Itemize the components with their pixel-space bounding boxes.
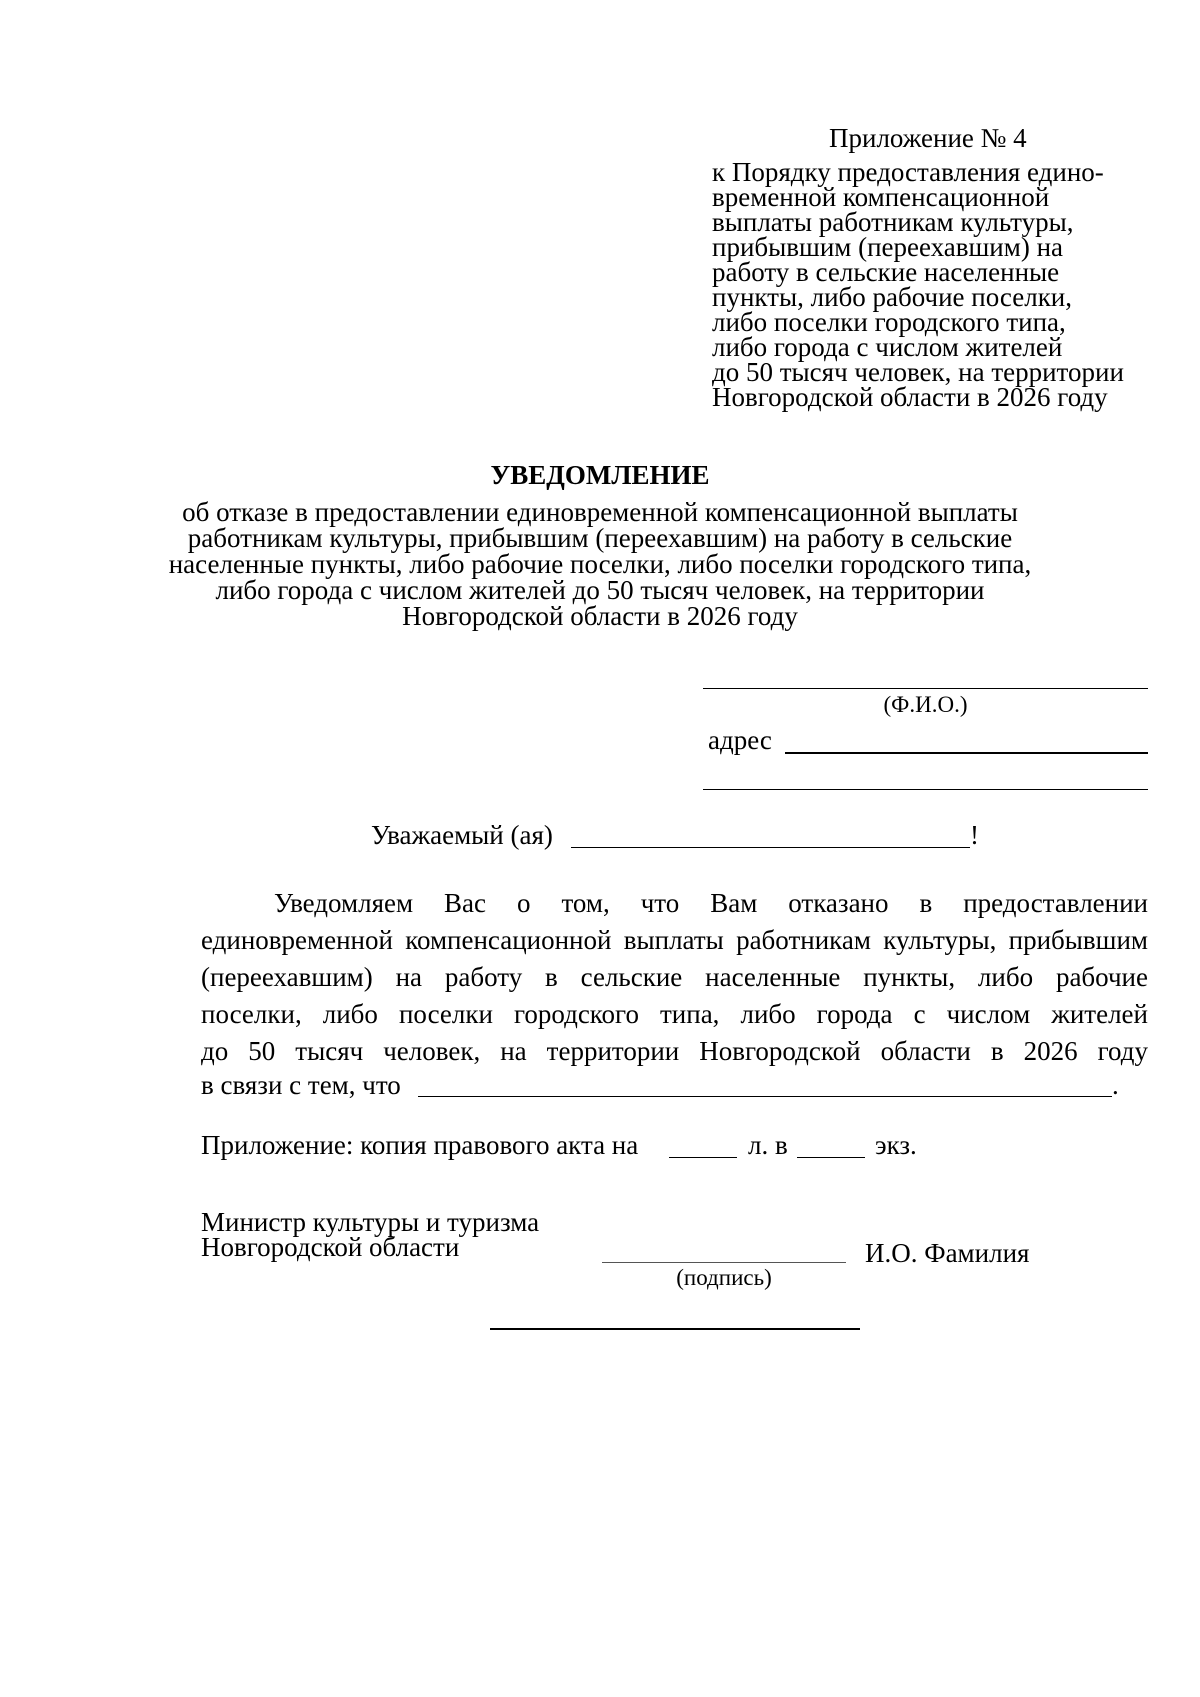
closing-separator [490,1328,860,1330]
body-line: Уведомляем Вас о том, что Вам отказано в предоставлении [274,888,1148,918]
annex-description [712,157,1124,412]
signature-line[interactable] [602,1262,846,1263]
signer-position-line: Новгородской области [201,1232,460,1262]
annex-line: либо города с числом жителей [712,332,1063,362]
signature-caption: (подпись) [676,1265,772,1290]
fio-field-line[interactable] [703,688,1148,689]
fio-caption: (Ф.И.О.) [883,692,968,717]
greeting-label: Уважаемый (ая) [371,820,553,850]
annex-line: прибывшим (переехавшим) на [712,232,1064,262]
attachment-suffix: экз. [875,1130,917,1160]
annex-title: Приложение № 4 [829,123,1027,153]
reason-field-line[interactable] [418,1096,1112,1097]
reason-end-mark: . [1112,1070,1119,1100]
subtitle-line: об отказе в предоставлении единовременной компенсационной выплаты [182,497,1018,527]
signer-position-line: Министр культуры и туризма [201,1207,540,1237]
attachment-middle: л. в [748,1130,788,1160]
signer-position [201,1207,540,1262]
annex-line: работу в сельские населенные [712,257,1060,287]
greeting-name-line[interactable] [571,847,970,848]
document-subtitle [0,499,1200,629]
body-line: поселки, либо поселки городского типа, либо города с числом жителей [201,999,1148,1029]
attachment-prefix: Приложение: копия правового акта на [201,1130,639,1160]
reason-label: в связи с тем, что [201,1070,401,1100]
greeting-end-mark: ! [970,820,979,850]
subtitle-line: работникам культуры, прибывшим (переехавшим) на работу в сельские [187,523,1013,553]
annex-line: либо поселки городского типа, [712,307,1066,337]
attachment-pages-line[interactable] [669,1157,737,1158]
signer-name: И.О. Фамилия [865,1238,1030,1268]
annex-line: пункты, либо рабочие поселки, [712,282,1073,312]
body-line: (переехавшим) на работу в сельские населенные пункты, либо рабочие [201,962,1148,992]
body-line: до 50 тысяч человек, на территории Новгородской области в 2026 году [201,1036,1148,1066]
annex-line: к Порядку предоставления едино- [712,157,1104,187]
annex-line: до 50 тысяч человек, на территории [712,357,1124,387]
subtitle-line: населенные пункты, либо рабочие поселки, либо поселки городского типа, [168,549,1032,579]
attachment-copies-line[interactable] [797,1157,865,1158]
document-title: УВЕДОМЛЕНИЕ [490,460,710,490]
subtitle-line: Новгородской области в 2026 году [402,601,798,631]
address-label: адрес [708,725,772,755]
annex-line: Новгородской области в 2026 году [712,382,1108,412]
annex-line: временной компенсационной [712,182,1050,212]
notice-body [201,885,1148,1070]
address-field-line[interactable] [785,752,1148,754]
body-line: единовременной компенсационной выплаты работникам культуры, прибывшим [201,925,1148,955]
annex-line: выплаты работникам культуры, [712,207,1074,237]
subtitle-line: либо города с числом жителей до 50 тысяч человек, на территории [215,575,985,605]
address-extra-line[interactable] [703,789,1148,790]
